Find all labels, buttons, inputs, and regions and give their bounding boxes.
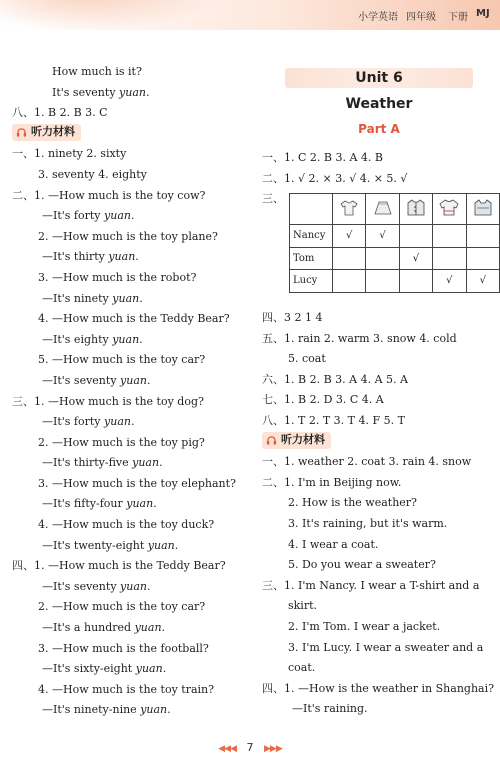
text-line (262, 329, 496, 350)
line-text: —It's thirty-five (42, 456, 133, 470)
line-text: 4. —How much is the Teddy Bear? (38, 312, 230, 326)
line-tail: . (174, 538, 179, 552)
line-text: —It's fifty-four (42, 497, 127, 511)
listening-material-tag (262, 432, 331, 449)
line-text: 4. —How much is the toy train? (38, 682, 215, 696)
text-line (262, 349, 496, 370)
text-line (12, 103, 244, 124)
line-text: —It's forty (42, 209, 105, 223)
unit-title: Weather (345, 96, 413, 112)
line-text: —It's twenty-eight (42, 538, 148, 552)
tag-label: 听力材料 (281, 432, 325, 446)
table-cell (333, 270, 366, 293)
line-tail: . (130, 415, 135, 429)
line-text: 4. —How much is the toy duck? (38, 518, 215, 532)
header-decoration (0, 0, 220, 30)
line-text: coat. (288, 661, 316, 675)
row-name: Nancy (290, 225, 333, 248)
line-text: 5. —How much is the toy car? (38, 353, 206, 367)
table-cell: √ (433, 270, 466, 293)
line-text: 5. Do you wear a sweater? (288, 558, 436, 572)
text-line: 二、1. √ 2. × 3. √ 4. × 5. √ (262, 171, 408, 185)
text-line (262, 535, 496, 556)
text-line (12, 659, 244, 680)
row-name: Tom (290, 247, 333, 270)
table-corner (290, 194, 333, 225)
line-text: 三、1. —How much is the toy dog? (12, 394, 204, 408)
text-line (262, 679, 496, 700)
table-cell (466, 247, 499, 270)
text-line (12, 247, 244, 268)
text-line (12, 83, 244, 104)
line-text: —It's ninety-nine (42, 703, 141, 717)
right-column-bottom (262, 308, 496, 720)
text-line (262, 658, 496, 679)
text-line (12, 309, 244, 330)
line-text: 二、1. —How much is the toy cow? (12, 188, 206, 202)
table-cell (333, 247, 366, 270)
line-text: 5. coat (288, 352, 326, 366)
line-italic: yuan (112, 332, 140, 346)
skirt-icon (366, 194, 399, 225)
text-line (262, 638, 496, 659)
line-italic: yuan (120, 579, 147, 593)
text-line (12, 330, 244, 351)
text-line (262, 555, 496, 576)
text-line (262, 452, 496, 473)
text-line (12, 412, 244, 433)
line-tail: . (167, 703, 171, 717)
line-tail: . (161, 621, 166, 635)
line-text: 一、1. ninety 2. sixty (12, 147, 127, 161)
line-text: It's seventy (52, 85, 120, 99)
page-footer (0, 741, 500, 754)
line-text: —It's raining. (292, 702, 368, 716)
text-line (12, 433, 244, 454)
text-line (12, 144, 244, 165)
table-cell (466, 225, 499, 248)
headphone-icon (266, 435, 277, 446)
line-tail: . (139, 291, 143, 305)
text-line (12, 700, 244, 721)
table-cell: √ (333, 225, 366, 248)
headphone-icon (16, 127, 27, 138)
text-line (262, 493, 496, 514)
coat-icon (466, 194, 499, 225)
line-text: 三、1. I'm Nancy. I wear a T-shirt and a (262, 578, 480, 592)
clothes-table (289, 193, 500, 293)
line-text: 3. It's raining, but it's warm. (288, 516, 448, 530)
line-italic: yuan (134, 621, 162, 635)
text-line (262, 596, 496, 617)
text-line (12, 268, 244, 289)
line-text: —It's thirty (42, 250, 109, 264)
line-text: 2. —How much is the toy car? (38, 600, 206, 614)
line-italic: yuan (147, 538, 175, 552)
text-line (12, 62, 244, 83)
text-line (12, 165, 244, 186)
table-row (290, 270, 500, 293)
line-text: 3. seventy 4. eighty (38, 167, 147, 181)
sweater-icon (433, 194, 466, 225)
header-term: 下册 (448, 12, 468, 23)
line-italic: yuan (108, 250, 136, 264)
text-line (12, 206, 244, 227)
line-text: 二、1. I'm in Beijing now. (262, 475, 402, 489)
line-text: 一、1. weather 2. coat 3. rain 4. snow (262, 455, 472, 469)
text-line (12, 453, 244, 474)
left-column (12, 62, 244, 721)
part-label: Part A (358, 122, 400, 136)
table-cell (399, 225, 432, 248)
page-number: 7 (246, 741, 254, 754)
line-text: 五、1. rain 2. warm 3. snow 4. cold (262, 331, 457, 345)
text-line (12, 124, 244, 145)
text-line (262, 432, 496, 453)
line-italic: yuan (119, 85, 146, 99)
table-cell: √ (399, 247, 432, 270)
text-line (262, 699, 496, 720)
line-text: —It's seventy (42, 579, 121, 593)
text-line (12, 618, 244, 639)
line-text: 六、1. B 2. B 3. A 4. A 5. A (262, 372, 408, 386)
line-text: 四、1. —How much is the Teddy Bear? (12, 559, 226, 573)
line-text: 四、3 2 1 4 (262, 311, 323, 324)
listening-material-tag (12, 124, 81, 141)
line-tail: . (153, 497, 157, 511)
text-line (12, 494, 244, 515)
table-row (290, 247, 500, 270)
line-tail: . (146, 373, 151, 387)
text-line (262, 617, 496, 638)
next-arrows-icon: ▶▶▶ (264, 744, 282, 754)
table-cell (399, 270, 432, 293)
table-cell (433, 247, 466, 270)
line-text: —It's forty (42, 415, 105, 429)
text-line (262, 390, 496, 411)
text-line (12, 556, 244, 577)
line-tail: . (145, 85, 150, 99)
text-line (262, 411, 496, 432)
table-cell: √ (466, 270, 499, 293)
table-cell (366, 270, 399, 293)
line-text: 2. —How much is the toy pig? (38, 435, 205, 449)
text-line (12, 227, 244, 248)
header-subject: 小学英语 (358, 12, 398, 23)
text-line (12, 639, 244, 660)
tag-label: 听力材料 (31, 124, 75, 138)
unit-label: Unit 6 (285, 68, 473, 88)
table-cell (433, 225, 466, 248)
text-line (12, 474, 244, 495)
text-line (12, 536, 244, 557)
line-tail: . (135, 250, 139, 264)
line-tail: . (139, 332, 143, 346)
line-italic: yuan (104, 415, 131, 429)
line-italic: yuan (120, 373, 147, 387)
line-text: 3. —How much is the toy elephant? (38, 476, 236, 490)
text-line (12, 350, 244, 371)
line-text: 2. How is the weather? (288, 496, 417, 510)
line-text: —It's sixty-eight (42, 662, 136, 676)
text-line (12, 597, 244, 618)
table-row (290, 225, 500, 248)
text-line (12, 289, 244, 310)
line-text: 3. —How much is the football? (38, 641, 209, 655)
line-tail: . (146, 579, 151, 593)
text-line (262, 576, 496, 597)
header-grade: 四年级 (406, 12, 436, 23)
row-name: Lucy (290, 270, 333, 293)
text-line (12, 186, 244, 207)
line-text: —It's seventy (42, 373, 121, 387)
line-italic: yuan (112, 291, 140, 305)
line-text: 八、1. B 2. B 3. C (12, 106, 108, 120)
line-tail: . (130, 209, 135, 223)
line-text: 2. —How much is the toy plane? (38, 229, 218, 243)
line-italic: yuan (132, 456, 160, 470)
text-line (12, 371, 244, 392)
line-text: 4. I wear a coat. (288, 537, 379, 551)
text-line (262, 370, 496, 391)
line-italic: yuan (104, 209, 131, 223)
unit-heading (262, 68, 496, 136)
prev-arrows-icon: ◀◀◀ (218, 744, 236, 754)
line-text: —It's eighty (42, 332, 113, 346)
text-line: 一、1. C 2. B 3. A 4. B (262, 151, 383, 164)
text-line (12, 680, 244, 701)
line-italic: yuan (140, 703, 168, 717)
line-italic: yuan (135, 662, 163, 676)
line-text: 七、1. B 2. D 3. C 4. A (262, 393, 384, 407)
text-line (262, 514, 496, 535)
line-text: 八、1. T 2. T 3. T 4. F 5. T (262, 413, 405, 427)
line-text: 四、1. —How is the weather in Shanghai? (262, 681, 495, 695)
line-text: 3. —How much is the robot? (38, 270, 197, 284)
tshirt-icon (333, 194, 366, 225)
line-text: How much is it? (52, 65, 142, 78)
line-text: 2. I'm Tom. I wear a jacket. (288, 619, 441, 633)
text-line (12, 392, 244, 413)
header-edition: MJ (476, 8, 490, 19)
text-line (12, 577, 244, 598)
line-text: —It's a hundred (42, 621, 135, 635)
text-line: 三、 (262, 192, 284, 206)
table-cell: √ (366, 225, 399, 248)
text-line (262, 308, 496, 329)
text-line (262, 473, 496, 494)
line-tail: . (159, 456, 163, 470)
line-text: skirt. (288, 599, 318, 613)
text-line (12, 515, 244, 536)
line-tail: . (162, 662, 167, 676)
table-cell (366, 247, 399, 270)
jacket-icon (399, 194, 432, 225)
line-text: 3. I'm Lucy. I wear a sweater and a (288, 640, 484, 654)
line-italic: yuan (126, 497, 154, 511)
line-text: —It's ninety (42, 291, 113, 305)
